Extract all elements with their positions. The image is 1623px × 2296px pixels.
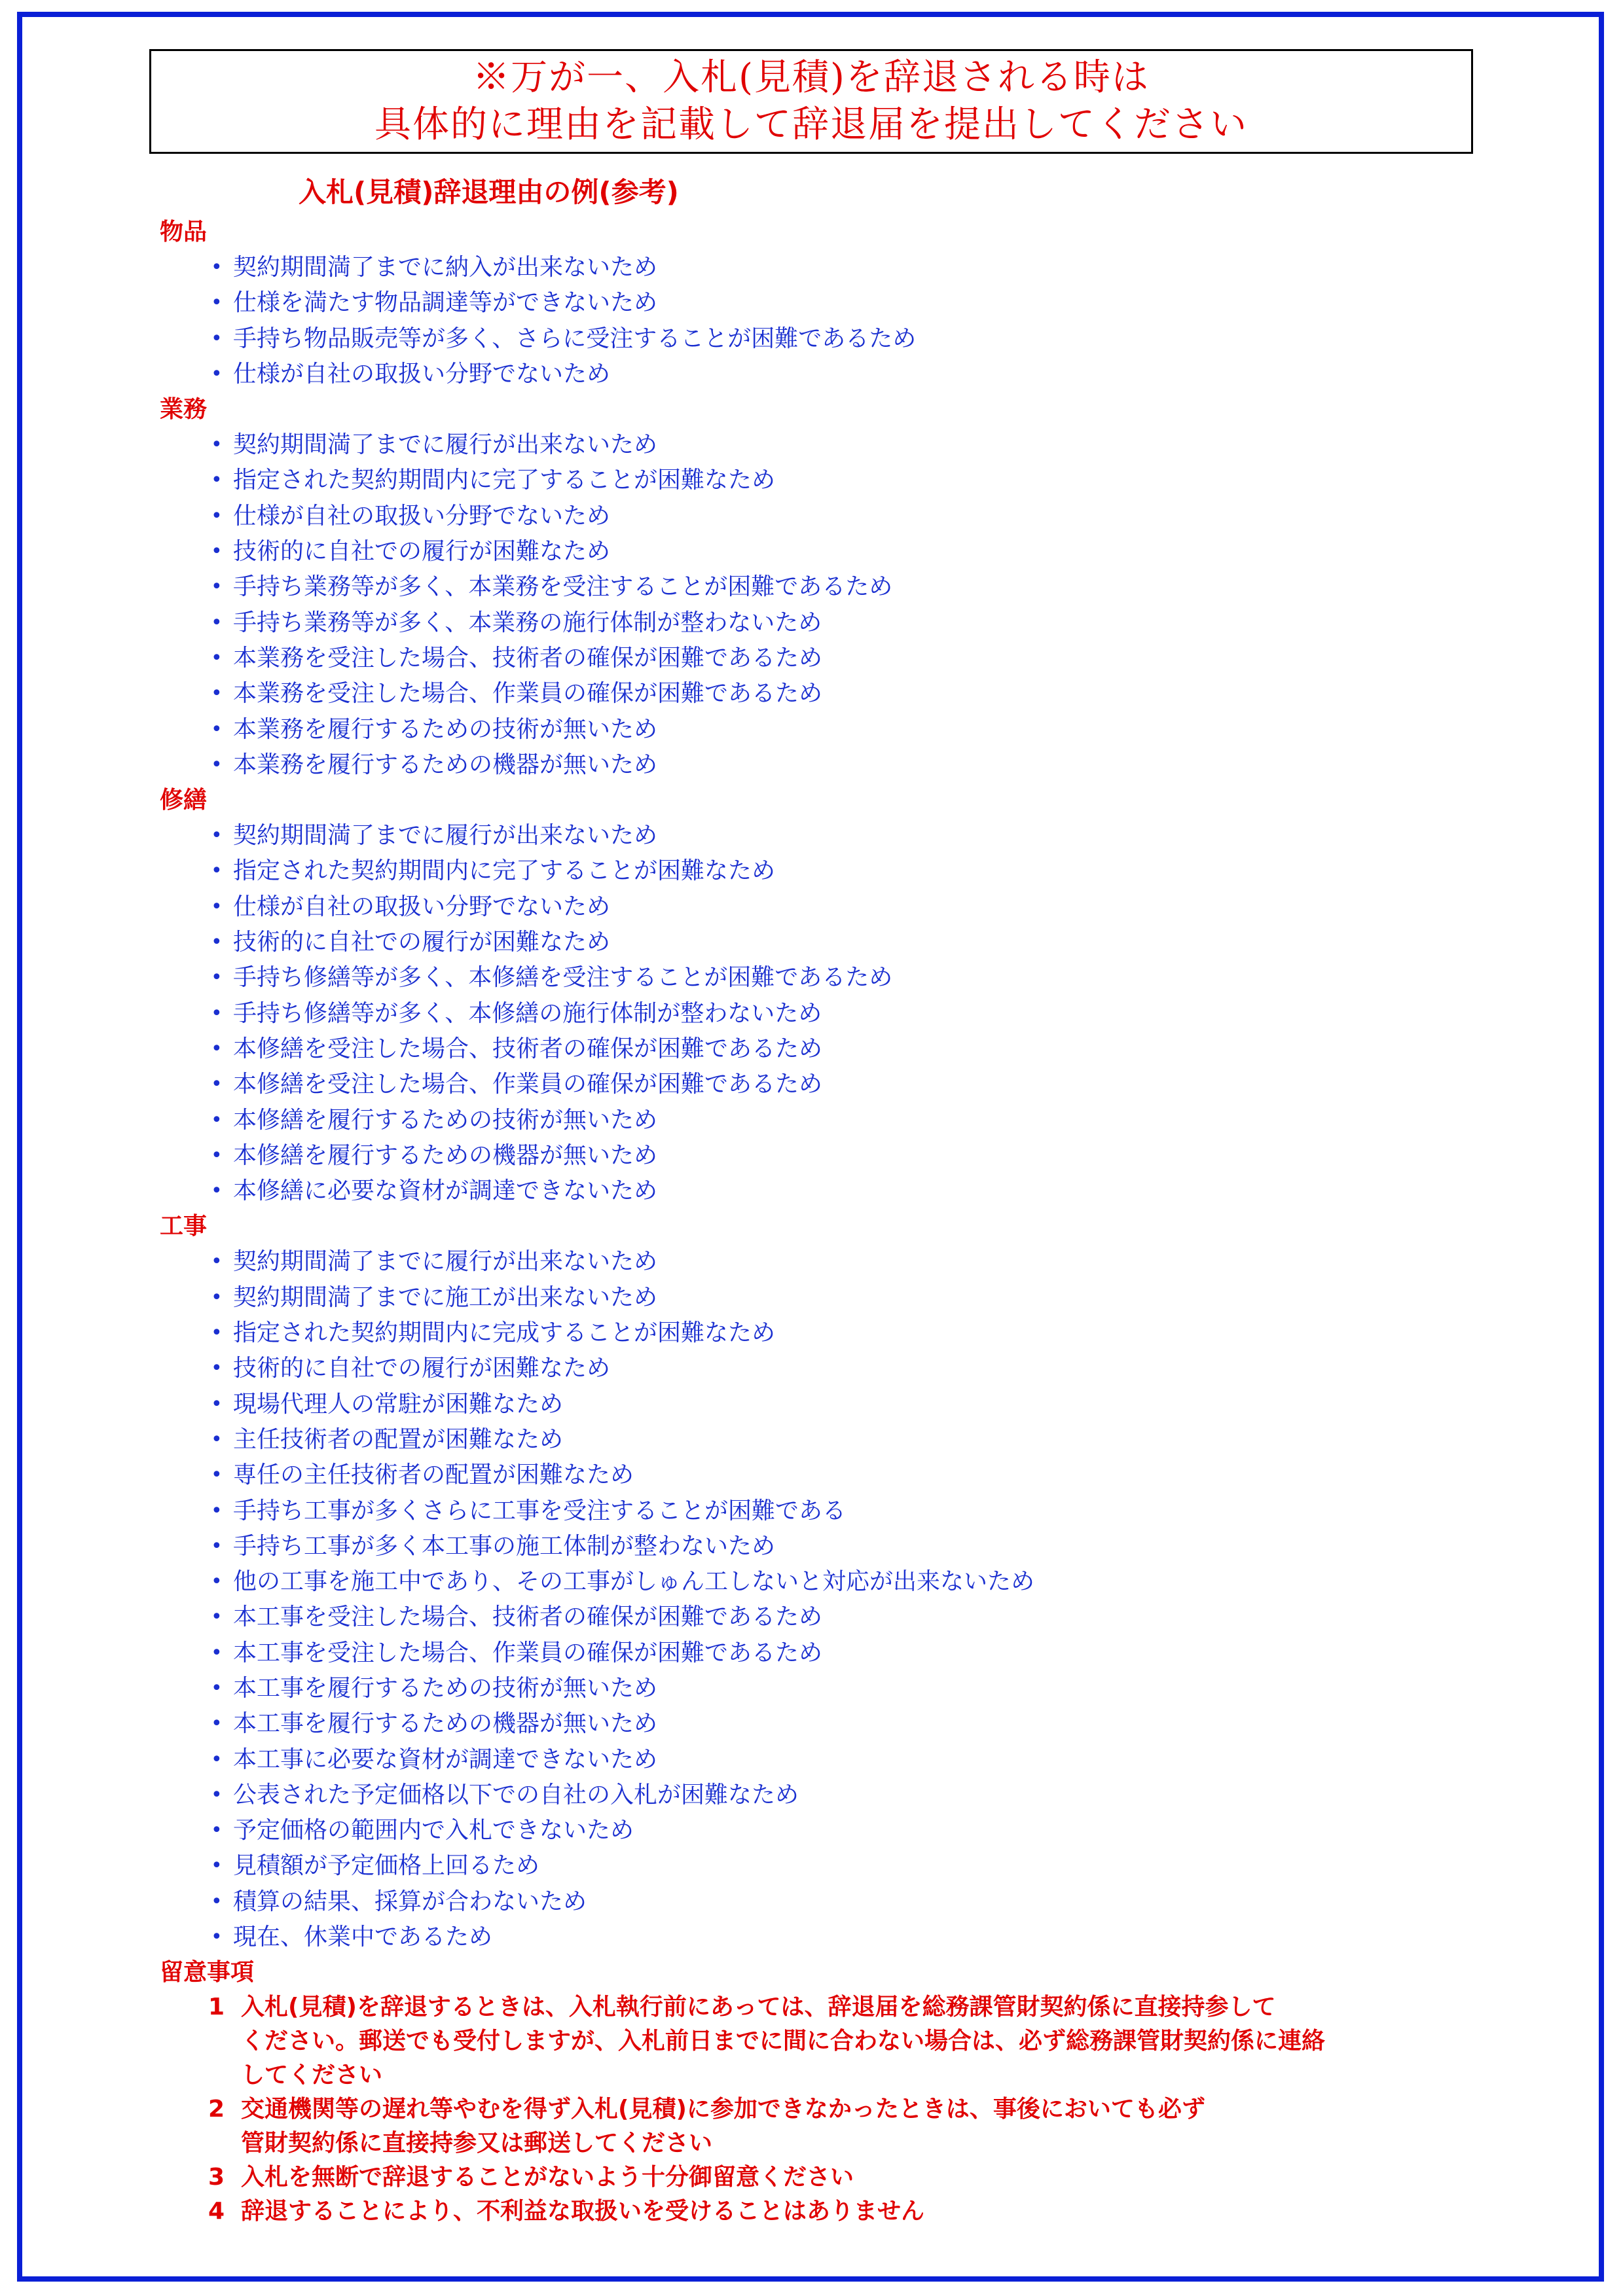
list-item <box>160 1706 1469 1742</box>
category-heading: 修繕 <box>160 787 208 814</box>
list-item <box>160 1564 1469 1600</box>
list-item-text: 現場代理人の常駐が困難なため <box>233 1390 564 1418</box>
list-item <box>160 889 1469 925</box>
bullet-icon: • <box>211 469 223 492</box>
list-item <box>160 357 1469 392</box>
list-item-text: 仕様を満たす物品調達等ができないため <box>233 289 658 317</box>
list-item <box>160 499 1469 534</box>
list-item-text: 手持ち修繕等が多く、本修繕を受注することが困難であるため <box>233 964 893 992</box>
list-item <box>160 534 1469 569</box>
bullet-icon: • <box>211 291 223 315</box>
list-item-text: 本業務を受注した場合、作業員の確保が困難であるため <box>233 680 823 708</box>
list-item <box>160 1387 1469 1422</box>
reason-list <box>160 215 1469 2229</box>
bullet-icon: • <box>211 1001 223 1025</box>
bullet-icon: • <box>211 1250 223 1274</box>
list-item <box>160 1920 1469 1955</box>
list-item <box>160 1813 1469 1848</box>
category-heading: 物品 <box>160 219 208 245</box>
bullet-icon: • <box>211 1783 223 1806</box>
bullet-icon: • <box>211 1605 223 1629</box>
list-item <box>160 641 1469 676</box>
list-item-text: 積算の結果、採算が合わないため <box>233 1888 587 1915</box>
list-item-text: 技術的に自社での履行が困難なため <box>233 1355 611 1382</box>
bullet-icon: • <box>211 1321 223 1345</box>
note-text-line: 辞退することにより、不利益な取扱いを受けることはありません <box>241 2198 925 2225</box>
list-item <box>160 605 1469 641</box>
list-item-text: 予定価格の範囲内で入札できないため <box>233 1817 634 1844</box>
note-text-line: ください。郵送でも受付しますが、入札前日までに間に合わない場合は、必ず総務課管財契約係に連絡 <box>241 2028 1326 2055</box>
bullet-icon: • <box>211 1712 223 1736</box>
list-item-text: 主任技術者の配置が困難なため <box>233 1426 564 1453</box>
notice-box <box>149 49 1473 154</box>
notes-title: 留意事項 <box>160 1959 255 1986</box>
bullet-icon: • <box>211 966 223 990</box>
list-item-text: 本修繕を履行するための機器が無いため <box>233 1141 658 1169</box>
list-item <box>160 712 1469 747</box>
bullet-icon: • <box>211 1427 223 1451</box>
bullet-icon: • <box>211 504 223 528</box>
list-item-text: 本工事に必要な資材が調達できないため <box>233 1746 658 1773</box>
note-text-line: 入札(見積)を辞退するときは、入札執行前にあっては、辞退届を総務課管財契約係に直接持参して <box>241 1994 1276 2021</box>
list-item-text: 公表された予定価格以下での自社の入札が困難なため <box>233 1781 799 1808</box>
list-item-text: 指定された契約期間内に完成することが困難なため <box>233 1319 776 1347</box>
list-item-text: 手持ち修繕等が多く、本修繕の施行体制が整わないため <box>233 999 822 1027</box>
list-item <box>160 1494 1469 1529</box>
bullet-icon: • <box>211 611 223 634</box>
bullet-icon: • <box>211 1357 223 1380</box>
bullet-icon: • <box>211 1108 223 1132</box>
bullet-icon: • <box>211 717 223 741</box>
list-item <box>160 1778 1469 1813</box>
bullet-icon: • <box>211 824 223 848</box>
bullet-icon: • <box>211 327 223 350</box>
list-item-text: 手持ち業務等が多く、本業務の施行体制が整わないため <box>233 609 822 636</box>
list-item <box>160 960 1469 996</box>
list-item-text: 見積額が予定価格上回るため <box>233 1852 540 1880</box>
list-item-text: 本業務を履行するための技術が無いため <box>233 715 658 743</box>
list-item <box>160 285 1469 321</box>
bullet-icon: • <box>211 895 223 918</box>
list-item <box>160 250 1469 285</box>
list-item-text: 本工事を履行するための技術が無いため <box>233 1674 658 1702</box>
list-item-text: 契約期間満了までに履行が出来ないため <box>233 1248 658 1276</box>
list-item <box>160 1848 1469 1884</box>
note-text-line: 管財契約係に直接持参又は郵送してください <box>241 2130 713 2157</box>
list-item <box>160 1138 1469 1174</box>
list-item <box>160 1458 1469 1493</box>
bullet-icon: • <box>211 1534 223 1558</box>
list-item <box>160 569 1469 605</box>
list-item <box>160 463 1469 498</box>
list-item <box>160 1103 1469 1138</box>
list-item <box>160 1067 1469 1102</box>
list-item-text: 本修繕に必要な資材が調達できないため <box>233 1177 658 1205</box>
bullet-icon: • <box>211 1285 223 1309</box>
list-item-text: 本修繕を履行するための技術が無いため <box>233 1106 658 1134</box>
list-item-text: 本工事を受注した場合、作業員の確保が困難であるため <box>233 1639 823 1666</box>
category-heading: 業務 <box>160 396 208 423</box>
bullet-icon: • <box>211 1179 223 1203</box>
list-item-text: 指定された契約期間内に完了することが困難なため <box>233 857 776 885</box>
examples-title: 入札(見積)辞退理由の例(参考) <box>299 176 679 208</box>
list-item <box>160 1529 1469 1564</box>
note-number: 1 <box>208 1994 225 2021</box>
list-item <box>160 1884 1469 1920</box>
bullet-icon: • <box>211 1676 223 1700</box>
bullet-icon: • <box>211 1073 223 1096</box>
notice-line-2: 具体的に理由を記載して辞退届を提出してください <box>374 103 1248 146</box>
list-item-text: 仕様が自社の取扱い分野でないため <box>233 893 611 920</box>
list-item <box>160 676 1469 711</box>
list-item <box>160 818 1469 853</box>
bullet-icon: • <box>211 362 223 386</box>
list-item-text: 手持ち業務等が多く、本業務を受注することが困難であるため <box>233 573 893 601</box>
bullet-icon: • <box>211 1499 223 1522</box>
list-item-text: 本業務を受注した場合、技術者の確保が困難であるため <box>233 644 823 672</box>
note-item <box>160 2161 1391 2195</box>
list-item-text: 仕様が自社の取扱い分野でないため <box>233 360 611 387</box>
bullet-icon: • <box>211 1926 223 1949</box>
list-item <box>160 1636 1469 1671</box>
list-item-text: 本工事を受注した場合、技術者の確保が困難であるため <box>233 1604 823 1631</box>
list-item <box>160 925 1469 960</box>
list-item-text: 他の工事を施工中であり、その工事がしゅん工しないと対応が出来ないため <box>233 1568 1035 1596</box>
list-item <box>160 1351 1469 1386</box>
list-item <box>160 1422 1469 1458</box>
note-text-line: してください <box>241 2062 383 2089</box>
list-item <box>160 1316 1469 1351</box>
bullet-icon: • <box>211 540 223 564</box>
bullet-icon: • <box>211 753 223 776</box>
list-item-text: 専任の主任技術者の配置が困難なため <box>233 1462 634 1489</box>
note-item <box>160 2092 1391 2161</box>
list-item-text: 契約期間満了までに履行が出来ないため <box>233 431 658 459</box>
list-item-text: 指定された契約期間内に完了することが困難なため <box>233 467 776 494</box>
note-number: 4 <box>208 2198 225 2225</box>
note-text-line: 入札を無断で辞退することがないよう十分御留意ください <box>241 2164 854 2191</box>
bullet-icon: • <box>211 1570 223 1594</box>
note-text-line: 交通機関等の遅れ等やむを得ず入札(見積)に参加できなかったときは、事後においても必ず <box>241 2096 1205 2123</box>
bullet-icon: • <box>211 682 223 706</box>
bullet-icon: • <box>211 931 223 954</box>
note-number: 2 <box>208 2096 225 2123</box>
list-item <box>160 1600 1469 1635</box>
list-item-text: 仕様が自社の取扱い分野でないため <box>233 502 611 529</box>
list-item-text: 本工事を履行するための機器が無いため <box>233 1710 658 1738</box>
bullet-icon: • <box>211 256 223 279</box>
list-item-text: 本修繕を受注した場合、技術者の確保が困難であるため <box>233 1035 823 1062</box>
list-item-text: 技術的に自社での履行が困難なため <box>233 538 611 565</box>
list-item-text: 現在、休業中であるため <box>233 1924 493 1951</box>
list-item <box>160 427 1469 463</box>
bullet-icon: • <box>211 1854 223 1878</box>
note-item <box>160 1990 1391 2092</box>
category-heading: 工事 <box>160 1213 208 1240</box>
bullet-icon: • <box>211 1037 223 1060</box>
list-item <box>160 1671 1469 1706</box>
list-item-text: 契約期間満了までに施工が出来ないため <box>233 1283 658 1311</box>
list-item <box>160 321 1469 357</box>
bullet-icon: • <box>211 1143 223 1167</box>
notice-line-1: ※万が一、入札(見積)を辞退される時は <box>473 56 1150 99</box>
list-item <box>160 1244 1469 1280</box>
list-item <box>160 1031 1469 1067</box>
list-item <box>160 853 1469 889</box>
bullet-icon: • <box>211 1890 223 1913</box>
list-item <box>160 1280 1469 1316</box>
list-item-text: 手持ち工事が多くさらに工事を受注することが困難である <box>233 1497 847 1524</box>
bullet-icon: • <box>211 859 223 883</box>
bullet-icon: • <box>211 575 223 599</box>
list-item-text: 技術的に自社での履行が困難なため <box>233 929 611 956</box>
list-item <box>160 996 1469 1031</box>
bullet-icon: • <box>211 433 223 457</box>
note-item <box>160 2195 1391 2229</box>
list-item-text: 手持ち工事が多く本工事の施工体制が整わないため <box>233 1532 776 1560</box>
list-item-text: 手持ち物品販売等が多く、さらに受注することが困難であるため <box>233 325 917 352</box>
list-item <box>160 1174 1469 1209</box>
list-item-text: 本修繕を受注した場合、作業員の確保が困難であるため <box>233 1071 823 1098</box>
bullet-icon: • <box>211 1748 223 1771</box>
list-item-text: 契約期間満了までに履行が出来ないため <box>233 822 658 850</box>
bullet-icon: • <box>211 1819 223 1842</box>
bullet-icon: • <box>211 646 223 670</box>
bullet-icon: • <box>211 1463 223 1487</box>
list-item <box>160 747 1469 783</box>
bullet-icon: • <box>211 1641 223 1664</box>
note-number: 3 <box>208 2164 225 2191</box>
list-item <box>160 1742 1469 1778</box>
list-item-text: 契約期間満了までに納入が出来ないため <box>233 254 658 281</box>
bullet-icon: • <box>211 1392 223 1416</box>
list-item-text: 本業務を履行するための機器が無いため <box>233 751 658 778</box>
